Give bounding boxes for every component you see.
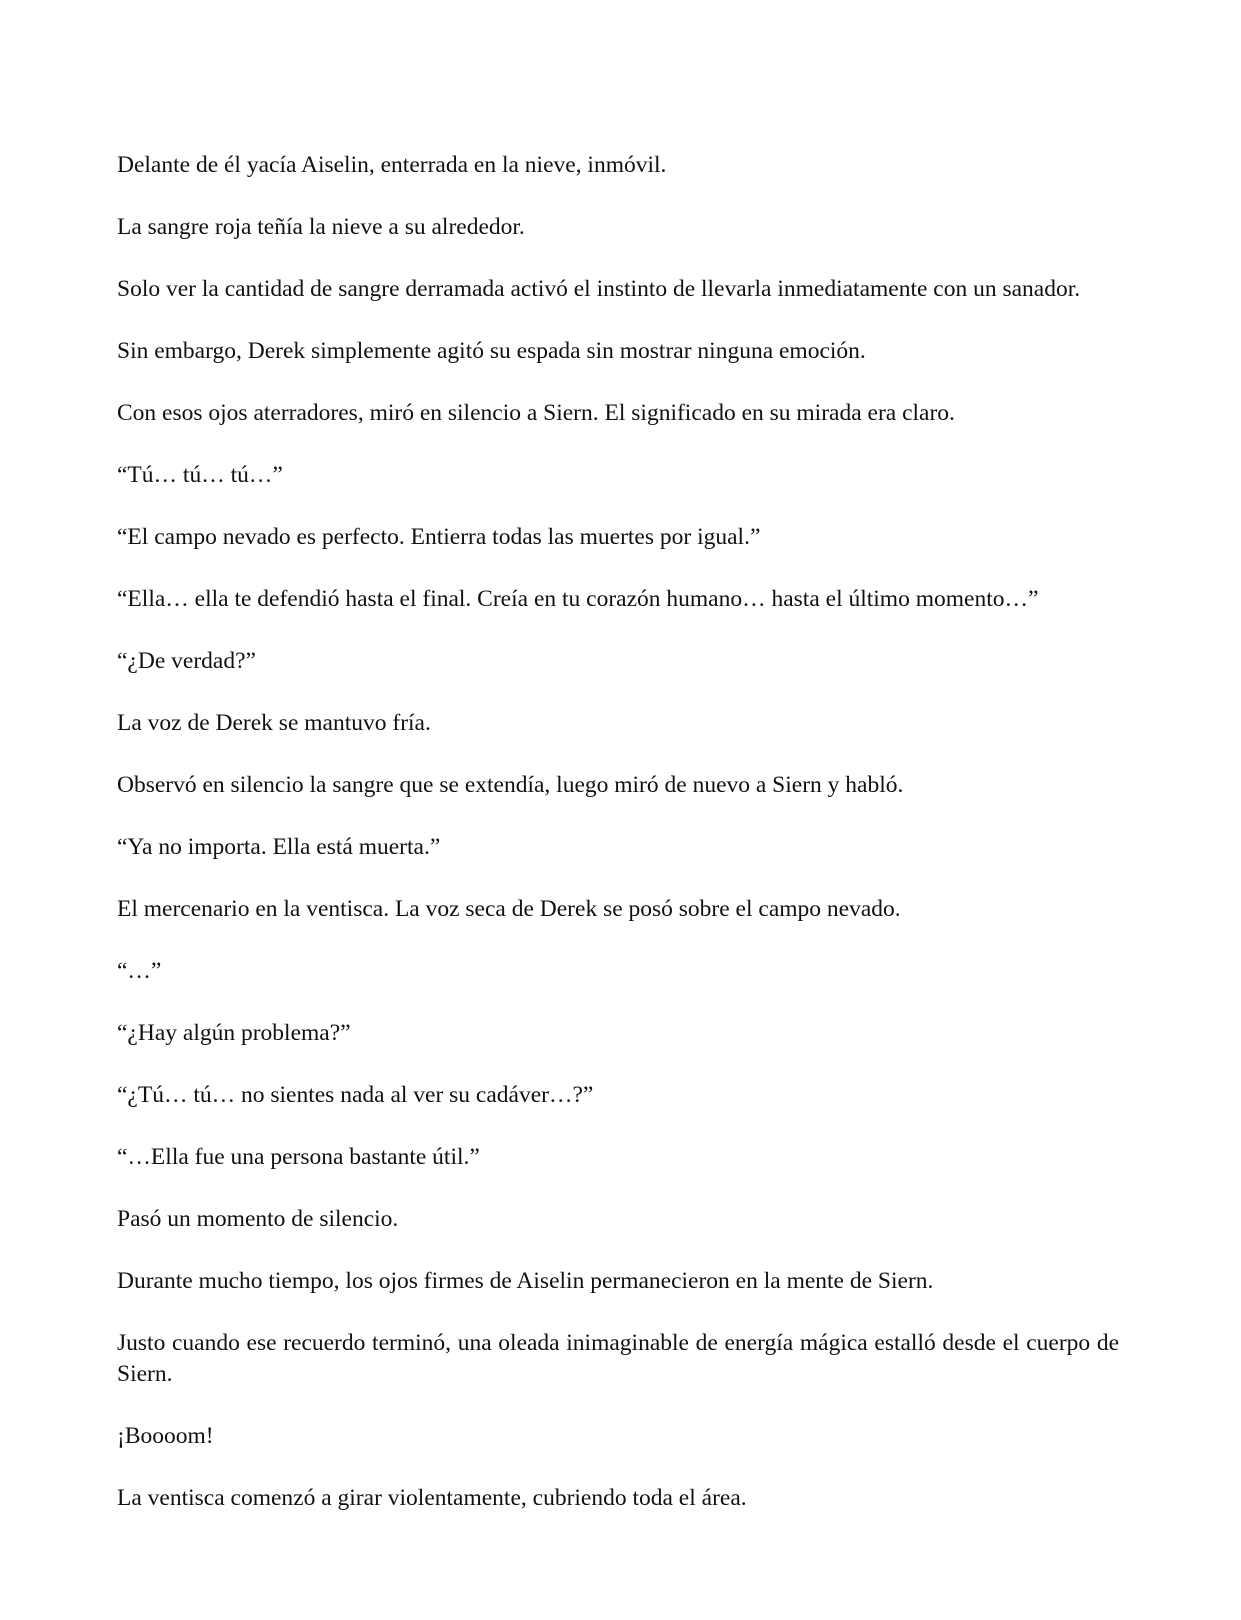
dialogue-line: “El campo nevado es perfecto. Entierra todas las muertes por igual.” [117,524,761,550]
dialogue-line: “¿Hay algún problema?” [117,1020,351,1046]
dialogue-line: “¿Tú… tú… no sientes nada al ver su cadáver…?” [117,1082,594,1108]
paragraph: Con esos ojos aterradores, miró en silencio a Siern. El significado en su mirada era claro. [117,400,955,426]
document-body [117,150,1119,1545]
paragraph: Pasó un momento de silencio. [117,1206,399,1232]
paragraph: Durante mucho tiempo, los ojos firmes de Aiselin permanecieron en la mente de Siern. [117,1268,934,1294]
dialogue-line: “…” [117,958,162,984]
dialogue-line: “Ella… ella te defendió hasta el final. Creía en tu corazón humano… hasta el último momento…” [117,586,1039,612]
paragraph: Justo cuando ese recuerdo terminó, una oleada inimaginable de energía mágica estalló desde el cuerpo de Siern. [117,1330,1119,1387]
dialogue-line: “Tú… tú… tú…” [117,462,283,488]
paragraph: La ventisca comenzó a girar violentamente, cubriendo toda el área. [117,1485,747,1511]
dialogue-line: “…Ella fue una persona bastante útil.” [117,1144,480,1170]
paragraph: La voz de Derek se mantuvo fría. [117,710,431,736]
paragraph: Observó en silencio la sangre que se extendía, luego miró de nuevo a Siern y habló. [117,772,904,798]
paragraph: Sin embargo, Derek simplemente agitó su espada sin mostrar ninguna emoción. [117,338,866,364]
paragraph: Solo ver la cantidad de sangre derramada activó el instinto de llevarla inmediatamente con un sanador. [117,276,1081,302]
paragraph: Delante de él yacía Aiselin, enterrada en la nieve, inmóvil. [117,152,667,178]
paragraph: El mercenario en la ventisca. La voz seca de Derek se posó sobre el campo nevado. [117,896,901,922]
sound-effect-line: ¡Boooom! [117,1423,214,1449]
dialogue-line: “¿De verdad?” [117,648,256,674]
paragraph: La sangre roja teñía la nieve a su alrededor. [117,214,525,240]
dialogue-line: “Ya no importa. Ella está muerta.” [117,834,441,860]
